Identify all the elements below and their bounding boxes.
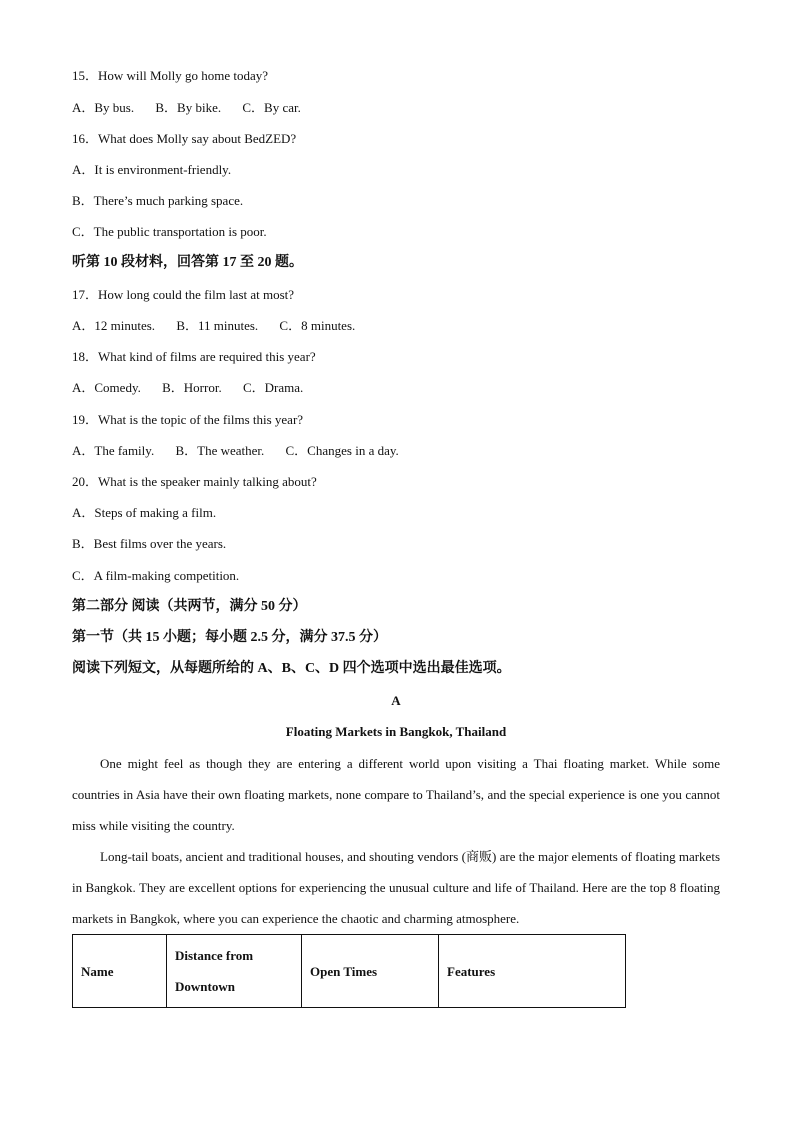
- option-b: B．Horror.: [162, 380, 222, 395]
- option-c: C．Drama.: [242, 380, 304, 395]
- question-19-options: [72, 443, 399, 459]
- option-a: A．Steps of making a film.: [72, 505, 217, 520]
- option-b: B．There’s much parking space.: [72, 193, 244, 208]
- paragraph-2-text: Long-tail boats, ancient and traditional houses, and shouting vendors (商贩) are the major elements of floating markets in Bangkok. They are excellent options for experiencing the unusual culture and life of Thailand. Here are the top 8 floating markets in Bangkok, where you can experience the chaotic and charming atmosphere.: [72, 849, 720, 926]
- question-17: 17．How long could the film last at most?: [72, 287, 295, 302]
- question-16: 16．What does Molly say about BedZED?: [72, 131, 297, 146]
- question-18-options: [72, 380, 303, 396]
- question-15: 15．How will Molly go home today?: [72, 68, 269, 83]
- section-heading: 第一节（共 15 小题；每小题 2.5 分，满分 37.5 分）: [72, 630, 387, 645]
- paragraph-1-text: One might feel as though they are entering a different world upon visiting a Thai floating market. While some countries in Asia have their own floating markets, none compare to Thailand’s, and the special experience is one you cannot miss while visiting the country.: [72, 756, 720, 833]
- option-c: C．A film-making competition.: [72, 568, 240, 583]
- table-header-distance: Distance from Downtown: [167, 935, 302, 1008]
- table-header-row: [73, 935, 626, 1008]
- option-a: A．12 minutes.: [72, 318, 156, 333]
- question-19: 19．What is the topic of the films this year?: [72, 412, 304, 427]
- question-15-options: [72, 100, 301, 116]
- markets-table: [72, 934, 626, 1008]
- option-a: A．It is environment-friendly.: [72, 162, 232, 177]
- option-b: B．By bike.: [155, 100, 222, 115]
- section-instruction: 听第 10 段材料，回答第 17 至 20 题。: [72, 255, 303, 270]
- option-c: C．The public transportation is poor.: [72, 224, 267, 239]
- option-a: A．By bus.: [72, 100, 135, 115]
- passage-letter: A: [391, 693, 401, 708]
- table-header-name: Name: [73, 935, 167, 1008]
- passage-title: Floating Markets in Bangkok, Thailand: [285, 724, 507, 739]
- reading-instruction: 阅读下列短文，从每题所给的 A、B、C、D 四个选项中选出最佳选项。: [72, 661, 511, 676]
- option-b: B．11 minutes.: [176, 318, 259, 333]
- question-20: 20．What is the speaker mainly talking about?: [72, 474, 317, 489]
- option-b: B．Best films over the years.: [72, 536, 227, 551]
- option-c: C．Changes in a day.: [285, 443, 399, 458]
- question-18: 18．What kind of films are required this year?: [72, 349, 316, 364]
- paragraph-2: [72, 841, 720, 934]
- question-17-options: [72, 318, 355, 334]
- table-header-open-times: Open Times: [302, 935, 439, 1008]
- part-heading: 第二部分 阅读（共两节，满分 50 分）: [72, 599, 307, 614]
- option-c: C．By car.: [242, 100, 301, 115]
- option-b: B．The weather.: [175, 443, 265, 458]
- option-a: A．Comedy.: [72, 380, 141, 395]
- option-c: C．8 minutes.: [279, 318, 356, 333]
- paragraph-1: [72, 748, 720, 841]
- option-a: A．The family.: [72, 443, 155, 458]
- table-header-features: Features: [439, 935, 626, 1008]
